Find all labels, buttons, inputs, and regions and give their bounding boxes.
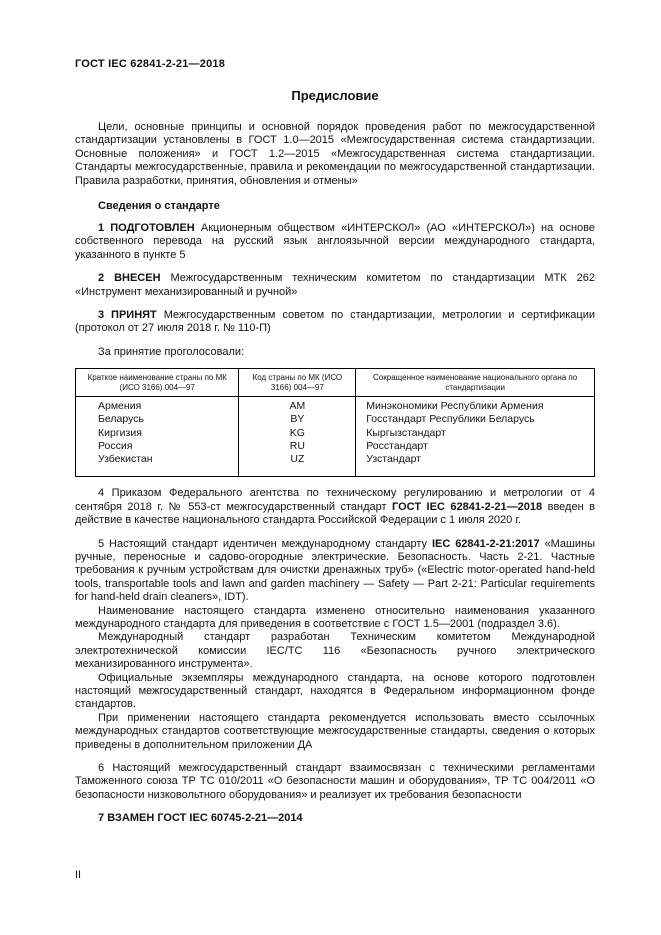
intro-paragraph: Цели, основные принципы и основной порядок проведения работ по межгосударственной стандартизации установлены в ГОСТ 1.0—2015 «Межгосударственная система стандартизации. Основные положения» и ГОСТ 1.2—2015 «Межгосударственная система стандартизации. Стандарты межгосударственные, правила и рекомендации по межгосударственной стандартизации. Правила разработки, принятия, обновления и отмены» bbox=[75, 121, 595, 187]
item-text: Настоящий межгосударственный стандарт взаимосвязан с техническими регламентами Таможенного союза ТР ТС 010/2011 «О безопасности машин и оборудования», ТР ТС 004/2011 «О безопасности низковольтного оборудования» и реализует их требования безопасности bbox=[75, 762, 595, 801]
voting-table bbox=[75, 368, 595, 477]
page-title: Предисловие bbox=[291, 88, 379, 103]
info-item-5-paragraph: Наименование настоящего стандарта изменено относительно наименования указанного международного стандарта для приведения в соответствие с ГОСТ 1.5—2001 (подраздел 3.6). bbox=[75, 604, 595, 630]
item-number: 2 bbox=[98, 272, 105, 285]
table-header-org: Сокращенное наименование национального органа по стандартизации bbox=[356, 369, 595, 397]
info-item-5-paragraph: Международный стандарт разработан Техническим комитетом Международной электротехнической комиссии IEC/TC 116 «Безопасность ручного электрического механизированного инструмента». bbox=[75, 631, 595, 671]
vote-caption: За принятие проголосовали: bbox=[98, 345, 245, 358]
standard-designation: ГОСТ IEC 62841-2-21—2018 bbox=[392, 500, 543, 513]
item-text: Межгосударственным техническим комитетом по стандартизации МТК 262 «Инструмент механизированный и ручной» bbox=[75, 272, 596, 298]
section-heading: Сведения о стандарте bbox=[98, 200, 220, 213]
table-header-country: Краткое наименование страны по МК (ИСО 3166) 004—97 bbox=[76, 369, 239, 397]
item-number: 4 bbox=[98, 487, 105, 500]
country-column bbox=[76, 397, 239, 477]
item-keyword: ВНЕСЕН bbox=[114, 272, 161, 285]
org-column bbox=[356, 397, 595, 477]
item-text: Приказом Федерального агентства по техническому регулированию и метрологии от 4 сентября 2018 г. № 553-ст межгосударственный стандарт bbox=[75, 487, 596, 513]
standard-designation: IEC 62841-2-21:2017 bbox=[431, 537, 540, 550]
code-column bbox=[239, 397, 356, 477]
item-keyword: ПРИНЯТ bbox=[111, 309, 157, 322]
country-name: Узбекистан bbox=[98, 453, 153, 466]
info-item-7 bbox=[75, 812, 595, 825]
info-item-5 bbox=[75, 538, 595, 605]
country-name: Россия bbox=[98, 439, 133, 452]
info-item-3 bbox=[75, 309, 595, 336]
item-text: Межгосударственным советом по стандартизации, метрологии и сертификации (протокол от 27 июля 2018 г. № 110-П) bbox=[75, 309, 595, 335]
info-item-5-paragraph: При применении настоящего стандарта рекомендуется использовать вместо ссылочных международных стандартов соответствующие межгосударственные стандарты, сведения о которых приведены в дополнительном приложении ДА bbox=[75, 711, 595, 751]
table-header-row bbox=[76, 369, 595, 397]
org-name: Кыргызстандарт bbox=[366, 426, 446, 439]
item-keyword: ПОДГОТОВЛЕН bbox=[110, 222, 195, 235]
country-code: AM bbox=[289, 400, 306, 413]
item-number: 1 bbox=[98, 222, 105, 235]
item-number: 7 bbox=[98, 812, 105, 825]
country-name: Беларусь bbox=[98, 413, 144, 426]
org-name: Росстандарт bbox=[366, 439, 428, 452]
item-text: «Машины ручные, переносные и садово-огородные электрические. Безопасность. Часть 2-21. Частные требования к ручным устройствам для очистки дренажных труб» («Electric motor-operated hand-held tools, transportable tools and lawn and garden machinery — Safety — Part 2-21: Particular requirements for hand-held drain cleaners», IDT). bbox=[75, 537, 595, 604]
info-item-1 bbox=[75, 222, 595, 262]
org-name: Узстандарт bbox=[366, 453, 421, 466]
country-code: KG bbox=[289, 426, 305, 439]
country-code: BY bbox=[290, 413, 305, 426]
doc-number: ГОСТ IEC 62841-2-21—2018 bbox=[75, 58, 226, 70]
item-number: 5 bbox=[98, 537, 105, 550]
info-item-4 bbox=[75, 487, 595, 527]
item-text: введен в действие в качестве национального стандарта Российской Федерации с 1 июля 2020 г. bbox=[75, 500, 595, 527]
standard-designation: ГОСТ IEC 60745-2-21—2014 bbox=[157, 812, 303, 825]
info-item-5-paragraph: Официальные экземпляры международного стандарта, на основе которого подготовлен настоящий межгосударственный стандарт, находятся в Федеральном информационном фонде стандартов. bbox=[75, 671, 595, 711]
table-body-row bbox=[76, 397, 595, 477]
org-name: Минэкономики Республики Армения bbox=[366, 400, 544, 413]
org-name: Госстандарт Республики Беларусь bbox=[366, 413, 535, 426]
item-keyword: ВЗАМЕН bbox=[107, 812, 155, 825]
item-text: Настоящий стандарт идентичен международному стандарту bbox=[109, 537, 428, 550]
item-number: 6 bbox=[98, 762, 105, 775]
item-number: 3 bbox=[98, 309, 105, 322]
country-name: Киргизия bbox=[98, 426, 142, 439]
item-text: Акционерным обществом «ИНТЕРСКОЛ» (АО «ИНТЕРСКОЛ») на основе собственного перевода на русский язык англоязычной версии международного стандарта, указанного в пункте 5 bbox=[75, 222, 595, 261]
info-item-2 bbox=[75, 272, 595, 299]
country-code: RU bbox=[289, 439, 305, 452]
country-code: UZ bbox=[290, 453, 305, 466]
page-number: II bbox=[75, 869, 82, 881]
info-item-6 bbox=[75, 762, 595, 802]
country-name: Армения bbox=[98, 400, 142, 413]
table-header-code: Код страны по МК (ИСО 3166) 004—97 bbox=[239, 369, 356, 397]
